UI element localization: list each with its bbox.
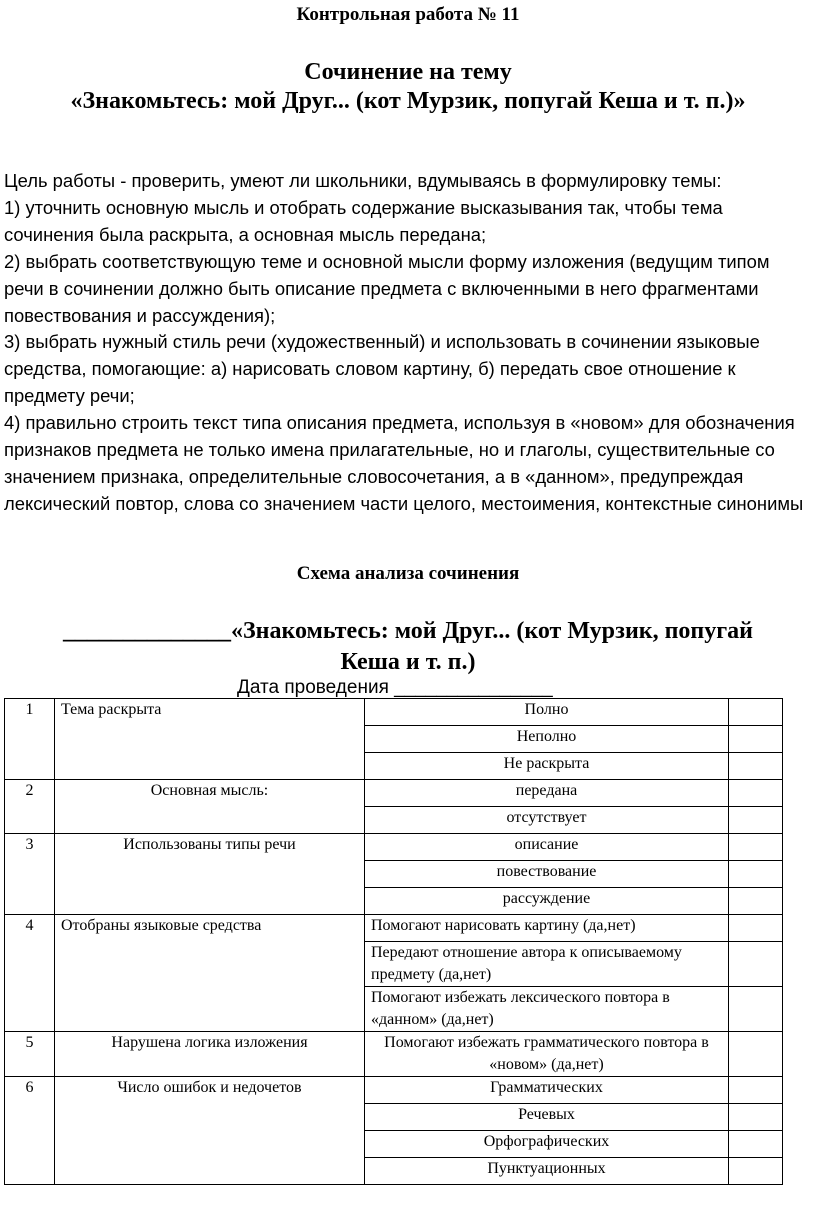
score-cell	[729, 942, 783, 987]
row-option: Передают отношение автора к описываемому предмету (да,нет)	[365, 942, 729, 987]
score-cell	[729, 753, 783, 780]
goal-item: 4) правильно строить текст типа описания предмета, используя в «новом» для обозначения признаков предмета не только имена прилагательные, но и глаголы, существительные со значением признака, определительные словосочетания, а в «данном», предупреждая лексический повтор, слова со значением части целого, местоимения, контекстные синонимы	[4, 412, 804, 514]
row-option: Грамматических	[365, 1077, 729, 1104]
row-number: 3	[5, 834, 55, 915]
row-option: отсутствует	[365, 807, 729, 834]
analysis-table	[4, 698, 783, 1185]
row-option: Орфографических	[365, 1131, 729, 1158]
score-cell	[729, 807, 783, 834]
goal-section	[4, 168, 804, 518]
row-option: Полно	[365, 699, 729, 726]
row-option: Неполно	[365, 726, 729, 753]
row-option: описание	[365, 834, 729, 861]
row-option: Речевых	[365, 1104, 729, 1131]
table-row	[5, 699, 783, 726]
row-option: Помогают избежать лексического повтора в «данном» (да,нет)	[365, 987, 729, 1032]
document-title: Контрольная работа № 11	[296, 4, 520, 25]
score-cell	[729, 915, 783, 942]
score-cell	[729, 780, 783, 807]
score-cell	[729, 726, 783, 753]
date-label: Дата проведения _______________	[237, 677, 553, 698]
essay-topic-line-2: «Знакомьтесь: мой Друг... (кот Мурзик, попугай Кеша и т. п.)»	[70, 88, 746, 114]
score-cell	[729, 699, 783, 726]
row-option: рассуждение	[365, 888, 729, 915]
table-row	[5, 834, 783, 861]
row-option: передана	[365, 780, 729, 807]
goal-item: 2) выбрать соответствующую теме и основной мысли форму изложения (ведущим типом речи в сочинении должно быть описание предмета с включенными в него фрагментами повествования и рассуждения);	[4, 250, 770, 326]
row-criterion: Использованы типы речи	[55, 834, 365, 915]
schema-heading-line-2: Кеша и т. п.)	[340, 649, 476, 675]
row-number: 6	[5, 1077, 55, 1185]
score-cell	[729, 1032, 783, 1077]
schema-title: Схема анализа сочинения	[296, 563, 520, 584]
schema-heading	[0, 616, 816, 678]
score-cell	[729, 1158, 783, 1185]
row-option: Помогают нарисовать картину (да,нет)	[365, 915, 729, 942]
row-number: 5	[5, 1032, 55, 1077]
row-criterion: Число ошибок и недочетов	[55, 1077, 365, 1185]
row-criterion: Основная мысль:	[55, 780, 365, 834]
row-criterion: Нарушена логика изложения	[55, 1032, 365, 1077]
score-cell	[729, 1077, 783, 1104]
row-criterion: Тема раскрыта	[55, 699, 365, 780]
goal-intro: Цель работы - проверить, умеют ли школьники, вдумываясь в формулировку темы:	[4, 170, 722, 191]
essay-topic-line-1: Сочинение на тему	[304, 59, 512, 85]
table-row	[5, 1032, 783, 1077]
goal-item: 3) выбрать нужный стиль речи (художественный) и использовать в сочинении языковые средства, помогающие: а) нарисовать словом картину, б) передать свое отношение к предмету речи;	[4, 331, 760, 407]
row-option: Не раскрыта	[365, 753, 729, 780]
score-cell	[729, 1104, 783, 1131]
row-number: 4	[5, 915, 55, 1032]
row-criterion: Отобраны языковые средства	[55, 915, 365, 1032]
score-cell	[729, 1131, 783, 1158]
score-cell	[729, 861, 783, 888]
score-cell	[729, 834, 783, 861]
schema-heading-line-1: ______________«Знакомьтесь: мой Друг... (кот Мурзик, попугай	[63, 618, 753, 644]
row-option: Пунктуационных	[365, 1158, 729, 1185]
table-row	[5, 915, 783, 942]
row-option: Помогают избежать грамматического повтора в «новом» (да,нет)	[365, 1032, 729, 1077]
score-cell	[729, 888, 783, 915]
row-number: 1	[5, 699, 55, 780]
score-cell	[729, 987, 783, 1032]
table-row	[5, 780, 783, 807]
row-option: повествование	[365, 861, 729, 888]
goal-item: 1) уточнить основную мысль и отобрать содержание высказывания так, чтобы тема сочинения была раскрыта, а основная мысль передана;	[4, 196, 723, 245]
essay-topic-heading	[0, 58, 816, 116]
row-number: 2	[5, 780, 55, 834]
table-row	[5, 1077, 783, 1104]
